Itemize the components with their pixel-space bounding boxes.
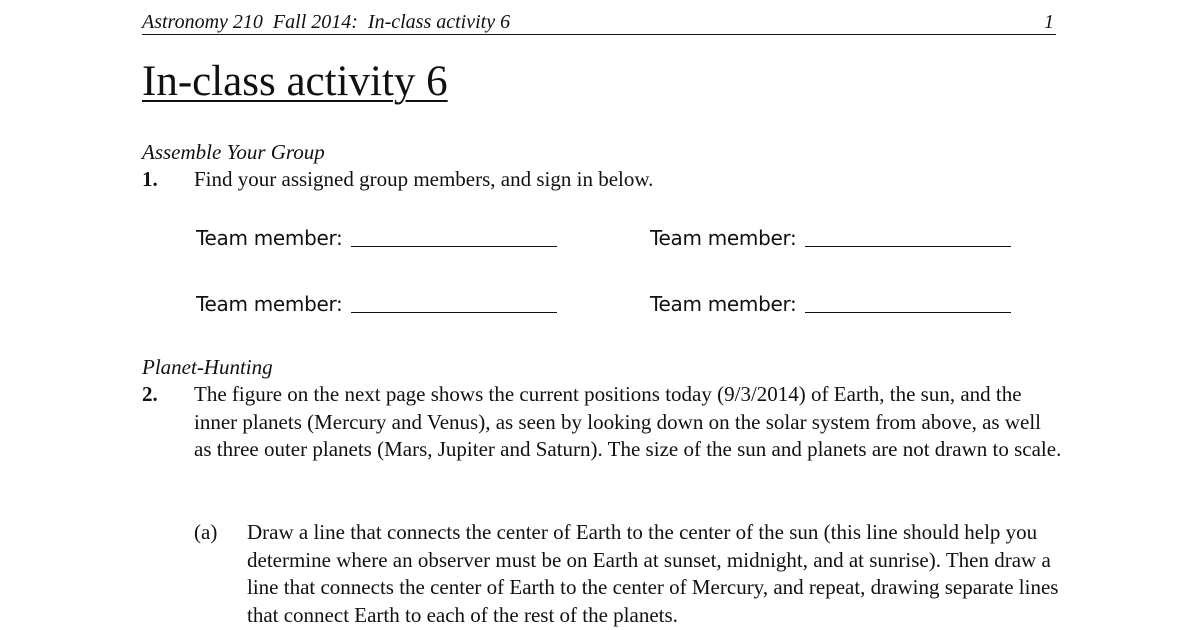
- item-text-1: Find your assigned group members, and sign in below.: [194, 167, 654, 191]
- section-heading-planet-hunting: Planet-Hunting: [142, 355, 273, 379]
- item-number-2: 2.: [142, 382, 158, 406]
- signature-line[interactable]: [805, 312, 1011, 313]
- team-member-field[interactable]: [196, 288, 557, 316]
- team-member-field[interactable]: [650, 288, 1011, 316]
- item-text-2: The figure on the next page shows the current positions today (9/3/2014) of Earth, the sun, and the inner planets (Mercury and Venus), as seen by looking down on the solar system from above, as well as three outer planets (Mars, Jupiter and Saturn). The size of the sun and planets are not drawn to scale.: [194, 382, 1062, 461]
- section-heading-assemble-group: Assemble Your Group: [142, 140, 325, 164]
- signature-line[interactable]: [805, 246, 1011, 247]
- part-label-a: (a): [194, 520, 218, 544]
- part-text-a: Draw a line that connects the center of Earth to the center of the sun (this line should help you determine where an observer must be on Earth at sunset, midnight, and at sunrise). Then draw a line that connects the center of Earth to the center of Mercury, and repeat, drawing separate lines that connect Earth to each of the rest of the planets.: [247, 520, 1059, 627]
- header-page-number: 1: [1044, 11, 1054, 33]
- team-member-label: Team member:: [650, 226, 797, 250]
- team-member-label: Team member:: [196, 226, 343, 250]
- team-member-label: Team member:: [196, 292, 343, 316]
- team-member-field[interactable]: [650, 222, 1011, 250]
- signature-line[interactable]: [351, 312, 557, 313]
- item-number-1: 1.: [142, 167, 158, 191]
- team-member-field[interactable]: [196, 222, 557, 250]
- team-member-label: Team member:: [650, 292, 797, 316]
- page-title: In-class activity 6: [142, 58, 448, 105]
- signature-line[interactable]: [351, 246, 557, 247]
- header-course-title: Astronomy 210 Fall 2014: In-class activity 6: [142, 11, 511, 33]
- running-header: [142, 10, 1056, 35]
